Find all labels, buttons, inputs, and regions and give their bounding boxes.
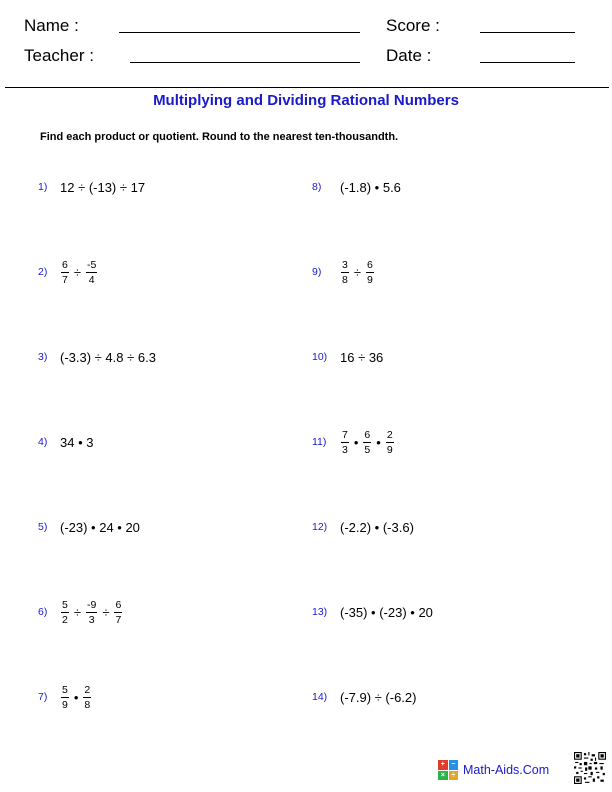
logo-glyph: + [438,760,448,770]
problem-number: 14) [312,691,328,703]
problem-expression [340,520,414,535]
fraction [386,429,394,456]
numerator: 3 [342,258,348,271]
header-divider [5,87,609,88]
problem-expression [60,684,92,711]
expression-text: (-1.8) • 5.6 [340,179,401,195]
denominator: 3 [342,443,348,456]
problem-number: 5) [38,521,48,533]
problem-expression [340,605,433,620]
problem-item [38,167,145,207]
problem-expression [340,350,383,365]
teacher-label: Teacher : [24,46,94,65]
problem-item [312,422,395,462]
fraction [83,684,91,711]
problem-item [312,337,383,377]
problem-expression [60,599,123,626]
fraction [341,429,349,456]
brand [438,760,549,780]
operator: ÷ [353,264,361,280]
fraction [366,259,374,286]
problem-number: 10) [312,351,328,363]
problem-number: 9) [312,266,322,278]
operator: • [73,689,79,705]
date-line[interactable] [480,62,575,63]
expression-text: 12 ÷ (-13) ÷ 17 [60,179,146,195]
problem-number: 3) [38,351,48,363]
teacher-line[interactable] [130,62,360,63]
qr-code-icon [574,752,606,784]
logo-glyph: × [438,771,448,781]
problem-item [312,252,375,292]
numerator: 6 [62,258,68,271]
problem-expression [340,690,416,705]
brand-text: Math-Aids.Com [463,763,550,777]
numerator: 2 [84,683,91,696]
operator: ÷ [102,604,110,620]
problem-expression [60,350,156,365]
problem-number: 13) [312,606,328,618]
denominator: 2 [62,613,68,626]
expression-text: (-2.2) • (-3.6) [340,519,414,535]
numerator: -5 [86,258,97,271]
logo-glyph: − [449,760,459,770]
problem-number: 12) [312,521,328,533]
expression-text: (-23) • 24 • 20 [60,519,140,535]
worksheet-title: Multiplying and Dividing Rational Numbers [153,92,459,109]
numerator: -9 [86,598,97,611]
numerator: 6 [366,258,373,271]
name-line[interactable] [119,32,360,33]
problem-item [38,422,93,462]
denominator: 3 [88,613,95,626]
problem-expression [60,180,145,195]
problem-number: 1) [38,181,48,193]
problem-number: 7) [38,691,48,703]
denominator: 4 [88,273,95,286]
numerator: 5 [62,683,68,696]
denominator: 8 [342,273,348,286]
math-aids-logo-icon [438,760,458,780]
numerator: 5 [62,598,68,611]
denominator: 9 [62,698,68,711]
denominator: 5 [364,443,371,456]
expression-text: 16 ÷ 36 [340,349,384,365]
problem-expression [340,180,401,195]
problem-number: 8) [312,181,322,193]
problem-item [38,337,156,377]
fraction [363,429,371,456]
expression-text: (-7.9) ÷ (-6.2) [340,689,417,705]
fraction [114,599,122,626]
operator: ÷ [73,264,81,280]
problem-number: 2) [38,266,48,278]
fraction [341,259,349,286]
expression-text: (-3.3) ÷ 4.8 ÷ 6.3 [60,349,156,365]
problem-item [312,592,433,632]
problem-item [38,252,98,292]
score-label: Score : [386,16,440,35]
problem-expression [60,435,93,450]
numerator: 6 [115,598,122,611]
fraction [61,259,69,286]
denominator: 8 [84,698,91,711]
score-line[interactable] [480,32,575,33]
instructions: Find each product or quotient. Round to the nearest ten-thousandth. [40,131,399,143]
problem-item [38,507,140,547]
problem-item [38,677,92,717]
problem-expression [60,259,98,286]
logo-glyph: ÷ [449,771,459,781]
fraction [86,259,97,286]
expression-text: (-35) • (-23) • 20 [340,604,433,620]
problem-item [38,592,123,632]
problem-expression [60,520,140,535]
problem-expression [340,259,375,286]
problem-expression [340,429,395,456]
name-label: Name : [24,16,79,35]
problem-number: 4) [38,436,48,448]
denominator: 9 [386,443,393,456]
fraction [86,599,97,626]
numerator: 6 [364,428,371,441]
problem-item [312,677,416,717]
fraction [61,599,69,626]
operator: • [376,434,381,450]
operator: • [353,434,359,450]
fraction [61,684,69,711]
operator: ÷ [73,604,81,620]
denominator: 7 [62,273,68,286]
problem-number: 6) [38,606,48,618]
problem-number: 11) [312,436,327,448]
numerator: 2 [386,428,393,441]
problem-item [312,507,414,547]
denominator: 9 [366,273,373,286]
problem-item [312,167,401,207]
denominator: 7 [115,613,122,626]
date-label: Date : [386,46,432,65]
expression-text: 34 • 3 [60,434,94,450]
numerator: 7 [342,428,348,441]
